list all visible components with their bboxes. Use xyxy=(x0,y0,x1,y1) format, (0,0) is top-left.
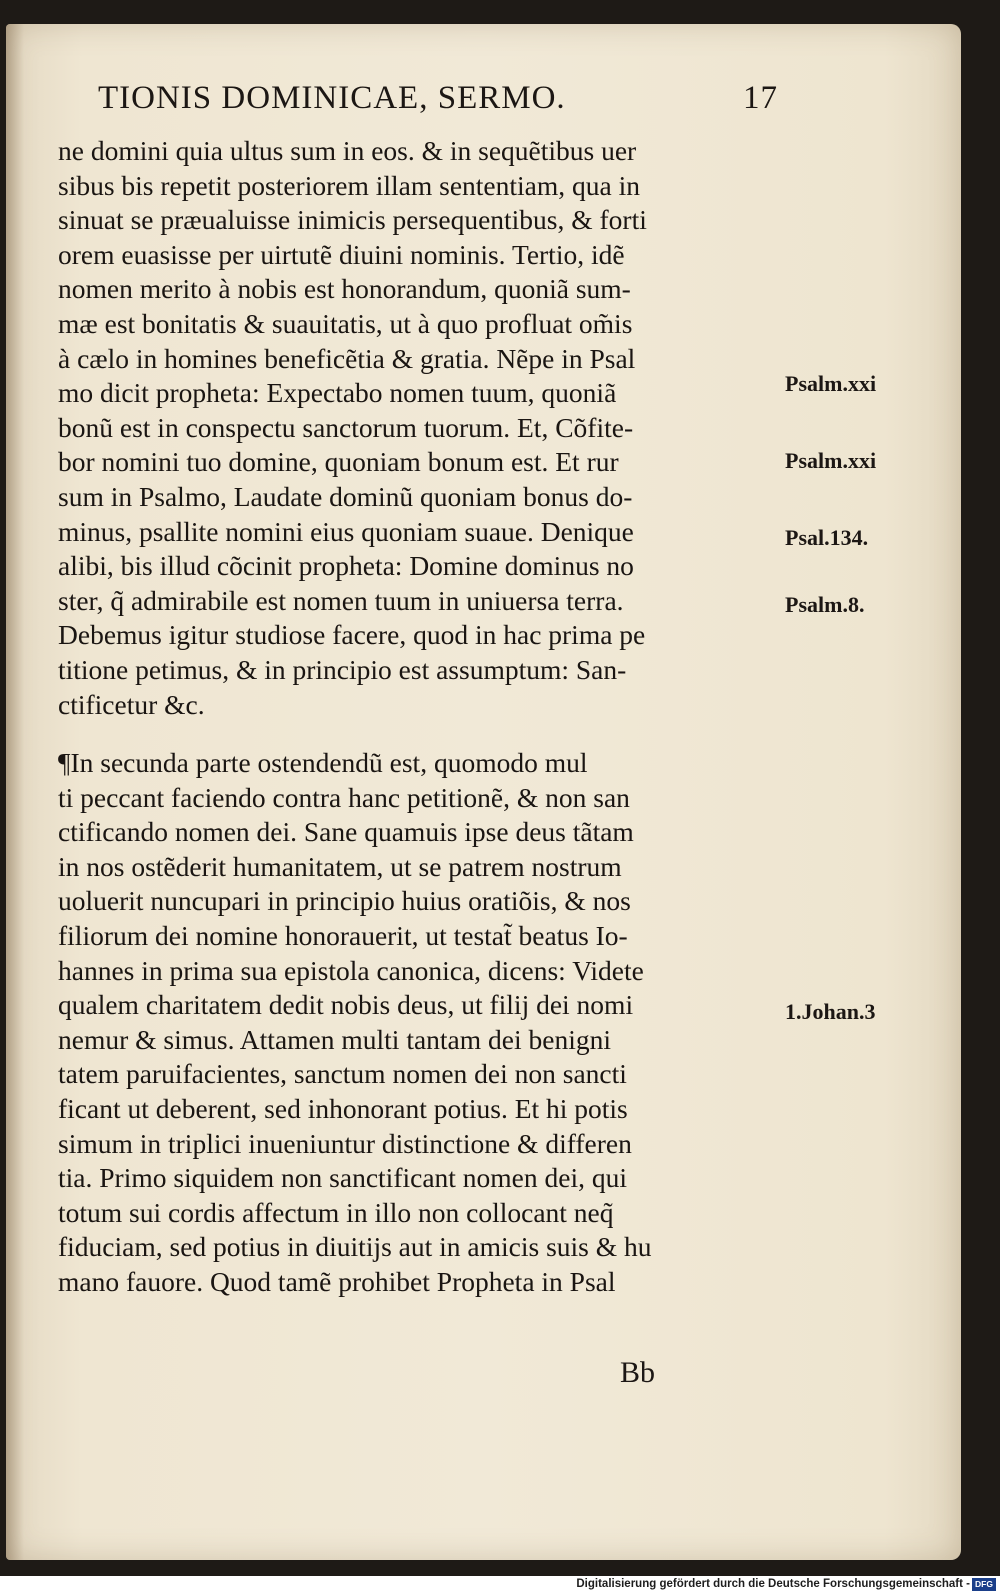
margin-note: Psalm.8. xyxy=(785,592,865,617)
text-line: ctificando nomen dei. Sane quamuis ipse deus tãtam xyxy=(58,816,634,848)
paragraph-gap xyxy=(58,722,778,746)
text-line: mo dicit propheta: Expectabo nomen tuum, quoniã xyxy=(58,377,617,409)
text-line: titione petimus, & in principio est assumptum: San- xyxy=(58,653,627,685)
margin-note: Psalm.xxi xyxy=(785,448,877,473)
text-line: mæ est bonitatis & suauitatis, ut à quo profluat om̃is xyxy=(58,307,633,339)
text-line: bonũ est in conspectu sanctorum tuorum. Et, Cõfite- xyxy=(58,411,634,443)
text-line: ¶In secunda parte ostendendũ est, quomodo mul xyxy=(58,747,588,779)
text-line: ficant ut deberent, sed inhonorant potius. Et hi potis xyxy=(58,1093,628,1125)
margin-note: Psal.134. xyxy=(785,525,869,550)
text-line: in nos ostẽderit humanitatem, ut se patrem nostrum xyxy=(58,850,622,882)
running-header xyxy=(98,80,778,117)
text-line: Debemus igitur studiose facere, quod in hac prima pe xyxy=(58,619,646,651)
text-line: ctificetur &c. xyxy=(58,688,205,720)
text-line: totum sui cordis affectum in illo non collocant neq̃ xyxy=(58,1196,614,1228)
text-line: tia. Primo siquidem non sanctificant nomen dei, qui xyxy=(58,1162,628,1194)
text-line: ster, q̃ admirabile est nomen tuum in uniuersa terra. xyxy=(58,584,624,616)
text-line: nemur & simus. Attamen multi tantam dei benigni xyxy=(58,1023,611,1055)
page-number: 17 xyxy=(743,80,778,116)
text-line: uoluerit nuncupari in principio huius oratiõis, & nos xyxy=(58,885,631,917)
text-line: filiorum dei nomine honorauerit, ut testat̃ beatus Io- xyxy=(58,920,628,952)
text-line: ti peccant faciendo contra hanc petitionẽ, & non san xyxy=(58,781,630,813)
text-line: fiduciam, sed potius in diuitijs aut in amicis suis & hu xyxy=(58,1231,652,1263)
text-line: hannes in prima sua epistola canonica, dicens: Videte xyxy=(58,954,644,986)
signature-mark: Bb xyxy=(620,1356,656,1389)
text-line: bor nomini tuo domine, quoniam bonum est. Et rur xyxy=(58,446,619,478)
page-binding-shadow xyxy=(6,24,24,1560)
text-line: minus, psallite nomini eius quoniam suaue. Denique xyxy=(58,515,634,547)
text-line: tatem paruifacientes, sanctum nomen dei non sancti xyxy=(58,1058,627,1090)
dfg-logo: DFG xyxy=(972,1578,996,1591)
text-line: alibi, bis illud cõcinit propheta: Domine dominus no xyxy=(58,550,634,582)
text-line: sibus bis repetit posteriorem illam sententiam, qua in xyxy=(58,169,640,201)
text-line: orem euasisse per uirtutẽ diuini nominis. Tertio, idẽ xyxy=(58,238,625,270)
text-line: nomen merito à nobis est honorandum, quoniã sum- xyxy=(58,273,631,305)
funding-credit: Digitalisierung gefördert durch die Deutsche Forschungsgemeinschaft - xyxy=(576,1578,970,1590)
text-line: simum in triplici inueniuntur distinctione & differen xyxy=(58,1127,632,1159)
body-text xyxy=(58,134,778,1300)
running-title: TIONIS DOMINICAE, SERMO. xyxy=(98,80,566,116)
margin-note: 1.Johan.3 xyxy=(785,999,876,1024)
text-line: sinuat se præualuisse inimicis persequentibus, & forti xyxy=(58,204,647,236)
text-line: qualem charitatem dedit nobis deus, ut filij dei nomi xyxy=(58,989,634,1021)
margin-note: Psalm.xxi xyxy=(785,371,877,396)
text-line: à cælo in homines beneficẽtia & gratia. Nẽpe in Psal xyxy=(58,342,636,374)
text-line: sum in Psalmo, Laudate dominũ quoniam bonus do- xyxy=(58,480,633,512)
text-line: mano fauore. Quod tamẽ prohibet Propheta in Psal xyxy=(58,1266,616,1297)
text-line: ne domini quia ultus sum in eos. & in sequẽtibus uer xyxy=(58,135,637,166)
